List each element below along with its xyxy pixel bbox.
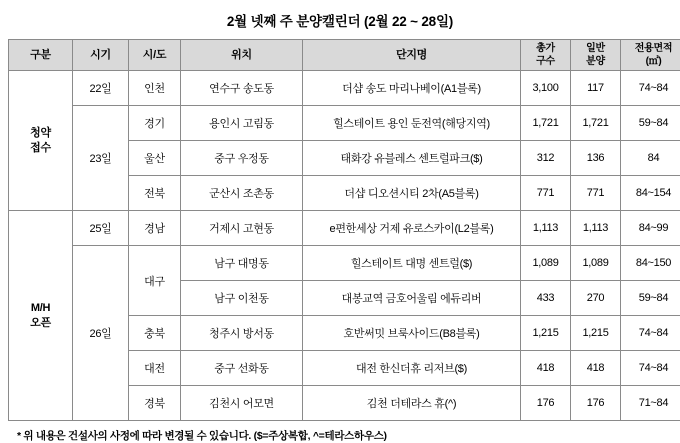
column-header-wichi: 위치 [181, 40, 303, 71]
column-header-total-units-line1: 총가 [536, 43, 555, 55]
cell-exclusive-area: 71~84 [621, 386, 680, 421]
cell-general-supply: 1,721 [571, 106, 621, 141]
cell-exclusive-area: 84~150 [621, 246, 680, 281]
cell-complex-name: 대전 한신더휴 리저브($) [303, 351, 521, 386]
table-row [9, 246, 680, 281]
cell-complex-name: e편한세상 거제 유로스카이(L2블록) [303, 211, 521, 246]
column-header-general-supply-line1: 일반 [586, 43, 605, 55]
table-header [9, 40, 680, 71]
column-header-danji: 단지명 [303, 40, 521, 71]
cell-region: 경북 [129, 386, 181, 421]
column-header-total-units [521, 40, 571, 71]
table-row [9, 71, 680, 106]
cell-total-units: 1,721 [521, 106, 571, 141]
cell-location: 남구 이천동 [181, 281, 303, 316]
cell-exclusive-area: 84~99 [621, 211, 680, 246]
cell-general-supply: 418 [571, 351, 621, 386]
cell-total-units: 3,100 [521, 71, 571, 106]
cell-complex-name: 힐스테이트 대명 센트럴($) [303, 246, 521, 281]
supply-calendar-table [8, 39, 680, 421]
cell-exclusive-area: 59~84 [621, 106, 680, 141]
column-header-sido: 시/도 [129, 40, 181, 71]
cell-date: 26일 [73, 246, 129, 421]
cell-region: 충북 [129, 316, 181, 351]
column-header-exclusive-area-line1: 전용면적 [634, 43, 673, 55]
cell-general-supply: 270 [571, 281, 621, 316]
cell-general-supply: 176 [571, 386, 621, 421]
column-header-general-supply-line2: 분양 [586, 56, 605, 67]
cell-total-units: 312 [521, 141, 571, 176]
column-header-exclusive-area-line2: (㎡) [645, 56, 662, 67]
cell-date: 23일 [73, 106, 129, 211]
cell-category-line1: 청약 [30, 127, 51, 140]
cell-location: 용인시 고림동 [181, 106, 303, 141]
cell-category-line2: 접수 [30, 141, 51, 154]
cell-complex-name: 호반써밋 브룩사이드(B8블록) [303, 316, 521, 351]
footnote: * 위 내용은 건설사의 사정에 따라 변경될 수 있습니다. ($=주상복합, ^=테라스하우스) [17, 430, 387, 442]
cell-category-line2: 오픈 [30, 316, 51, 329]
cell-complex-name: 힐스테이트 용인 둔전역(해당지역) [303, 106, 521, 141]
cell-date: 25일 [73, 211, 129, 246]
cell-total-units: 1,089 [521, 246, 571, 281]
cell-general-supply: 1,215 [571, 316, 621, 351]
cell-general-supply: 136 [571, 141, 621, 176]
cell-general-supply: 771 [571, 176, 621, 211]
cell-category-line1: M/H [30, 302, 51, 315]
cell-total-units: 176 [521, 386, 571, 421]
column-header-general-supply [571, 40, 621, 71]
cell-exclusive-area: 74~84 [621, 316, 680, 351]
cell-total-units: 433 [521, 281, 571, 316]
table-row [9, 106, 680, 141]
cell-complex-name: 더샵 송도 마리나베이(A1블록) [303, 71, 521, 106]
cell-location: 청주시 방서동 [181, 316, 303, 351]
cell-location: 중구 선화동 [181, 351, 303, 386]
column-header-sigi: 시기 [73, 40, 129, 71]
cell-complex-name: 김천 더테라스 휴(^) [303, 386, 521, 421]
cell-location: 군산시 조촌동 [181, 176, 303, 211]
cell-complex-name: 태화강 유블레스 센트럴파크($) [303, 141, 521, 176]
cell-region: 인천 [129, 71, 181, 106]
cell-general-supply: 1,089 [571, 246, 621, 281]
cell-general-supply: 1,113 [571, 211, 621, 246]
cell-region: 경기 [129, 106, 181, 141]
cell-location: 중구 우정동 [181, 141, 303, 176]
cell-category [9, 211, 73, 421]
cell-region: 울산 [129, 141, 181, 176]
cell-complex-name: 대봉교역 금호어울림 에듀리버 [303, 281, 521, 316]
column-header-gubun: 구분 [9, 40, 73, 71]
page-title: 2월 넷째 주 분양캘린더 (2월 22 ~ 28일) [226, 14, 454, 29]
cell-exclusive-area: 74~84 [621, 351, 680, 386]
cell-exclusive-area: 74~84 [621, 71, 680, 106]
cell-region: 대전 [129, 351, 181, 386]
cell-complex-name: 더샵 디오션시티 2차(A5블록) [303, 176, 521, 211]
cell-region: 경남 [129, 211, 181, 246]
cell-total-units: 771 [521, 176, 571, 211]
table-header-row [9, 40, 680, 71]
cell-total-units: 1,113 [521, 211, 571, 246]
cell-location: 거제시 고현동 [181, 211, 303, 246]
table-row [9, 211, 680, 246]
cell-location: 남구 대명동 [181, 246, 303, 281]
cell-total-units: 1,215 [521, 316, 571, 351]
cell-total-units: 418 [521, 351, 571, 386]
cell-location: 김천시 어모면 [181, 386, 303, 421]
cell-date: 22일 [73, 71, 129, 106]
cell-region: 대구 [129, 246, 181, 316]
cell-exclusive-area: 59~84 [621, 281, 680, 316]
cell-region: 전북 [129, 176, 181, 211]
cell-general-supply: 117 [571, 71, 621, 106]
cell-category [9, 71, 73, 211]
table-body [9, 71, 680, 421]
column-header-exclusive-area [621, 40, 680, 71]
cell-exclusive-area: 84~154 [621, 176, 680, 211]
cell-location: 연수구 송도동 [181, 71, 303, 106]
column-header-total-units-line2: 구수 [536, 56, 555, 67]
cell-exclusive-area: 84 [621, 141, 680, 176]
